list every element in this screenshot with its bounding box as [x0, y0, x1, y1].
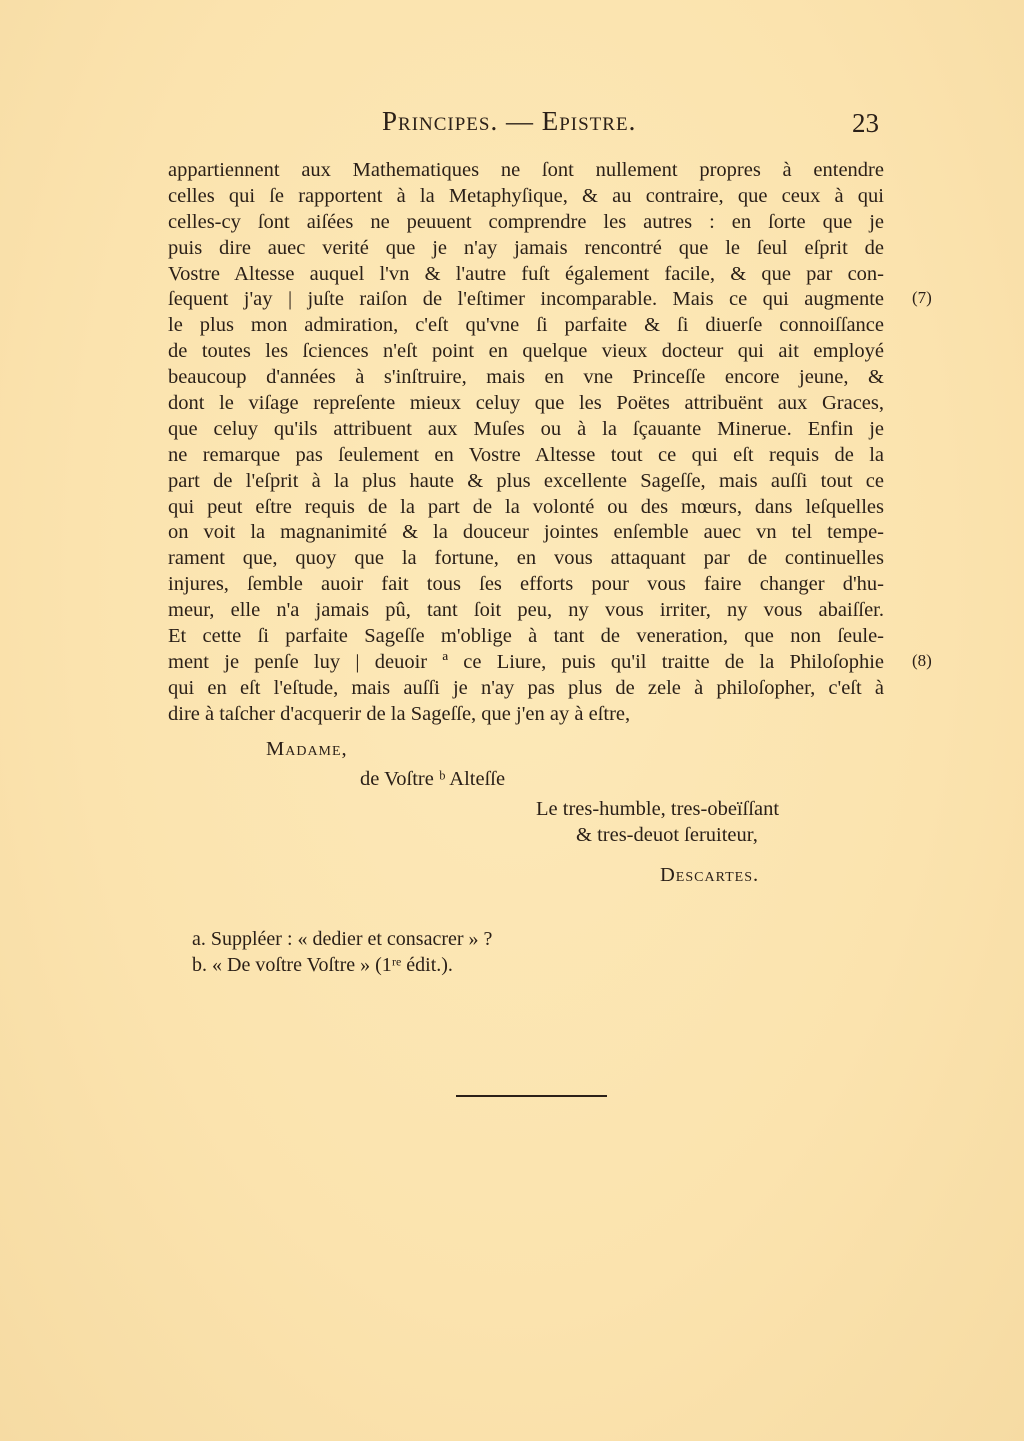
servant-line: Le tres-humble, tres-obeïſſant	[536, 798, 780, 820]
end-rule	[456, 1095, 607, 1097]
body-line: Et cette ſi parfaite Sageſſe m'oblige à tant de veneration, que non ſeule-	[168, 625, 884, 648]
body-line: dont le viſage repreſente mieux celuy que les Poëtes attribuënt aux Graces,	[168, 392, 884, 415]
body-line: que celuy qu'ils attribuent aux Muſes ou à la ſçauante Minerue. Enfin je	[168, 417, 884, 440]
body-line: celles qui ſe rapportent à la Metaphyſique, & au contraire, que ceux à qui	[168, 184, 884, 207]
salutation: Madame,	[266, 738, 348, 760]
footnotes	[192, 926, 492, 978]
signature: Descartes.	[660, 864, 760, 886]
body-line: meur, elle n'a jamais pû, tant ſoit peu, ny vous irriter, ny vous abaiſſer.	[168, 599, 884, 622]
body-line: Vostre Altesse auquel l'vn & l'autre fuſt également facile, & que par con-	[168, 262, 884, 285]
body-line: ſequent j'ay | juſte raiſon de l'eſtimer incomparable. Mais ce qui augmente	[168, 288, 884, 311]
body-line: celles-cy ſont aiſées ne peuuent comprendre les autres : en ſorte que je	[168, 210, 884, 233]
footnote: a. Suppléer : « dedier et consacrer » ?	[192, 928, 493, 950]
body-line: ment je penſe luy | deuoir ª ce Liure, puis qu'il traitte de la Philoſophie	[168, 650, 884, 673]
body-line: de toutes les ſciences n'eſt point en quelque vieux docteur qui ait employé	[168, 340, 884, 363]
body-line: injures, ſemble auoir fait tous ſes efforts pour vous faire changer d'hu-	[168, 573, 884, 596]
body-line: dire à taſcher d'acquerir de la Sageſſe, que j'en ay à eſtre,	[168, 702, 631, 725]
body-line: appartiennent aux Mathematiques ne ſont nullement propres à entendre	[168, 159, 884, 181]
servant-line: & tres-deuot ſeruiteur,	[576, 824, 758, 846]
body-line: on voit la magnanimité & la douceur jointes enſemble auec vn tel tempe-	[168, 521, 884, 544]
body-line: ne remarque pas ſeulement en Vostre Altesse tout ce qui eſt requis de la	[168, 443, 884, 466]
body-line: le plus mon admiration, c'eſt qu'vne ſi parfaite & ſi diuerſe connoiſſance	[168, 314, 884, 337]
footnote: b. « De voſtre Voſtre » (1ʳᵉ édit.).	[192, 954, 453, 976]
body-line: part de l'eſprit à la plus haute & plus excellente Sageſſe, mais auſſi tout ce	[168, 469, 884, 492]
address-line: de Voſtre ᵇ Alteſſe	[360, 768, 506, 790]
body-line: puis dire auec verité que je n'ay jamais rencontré que le ſeul eſprit de	[168, 236, 884, 259]
epistle-body	[168, 158, 884, 728]
page-number: 23	[852, 108, 879, 138]
margin-note: (8)	[912, 651, 932, 670]
margin-note: (7)	[912, 288, 932, 307]
body-line: beaucoup d'années à s'inſtruire, mais en vne Princeſſe encore jeune, &	[168, 366, 884, 389]
body-line: rament que, quoy que la fortune, en vous attaquant par de continuelles	[168, 547, 884, 570]
running-head: Principes. — Epistre.	[382, 106, 637, 136]
body-line: qui peut eſtre requis de la part de la volonté ou des mœurs, dans leſquelles	[168, 495, 884, 518]
body-line: qui en eſt l'eſtude, mais auſſi je n'ay pas plus de zele à philoſopher, c'eſt à	[168, 676, 884, 699]
page-header	[0, 106, 1024, 140]
